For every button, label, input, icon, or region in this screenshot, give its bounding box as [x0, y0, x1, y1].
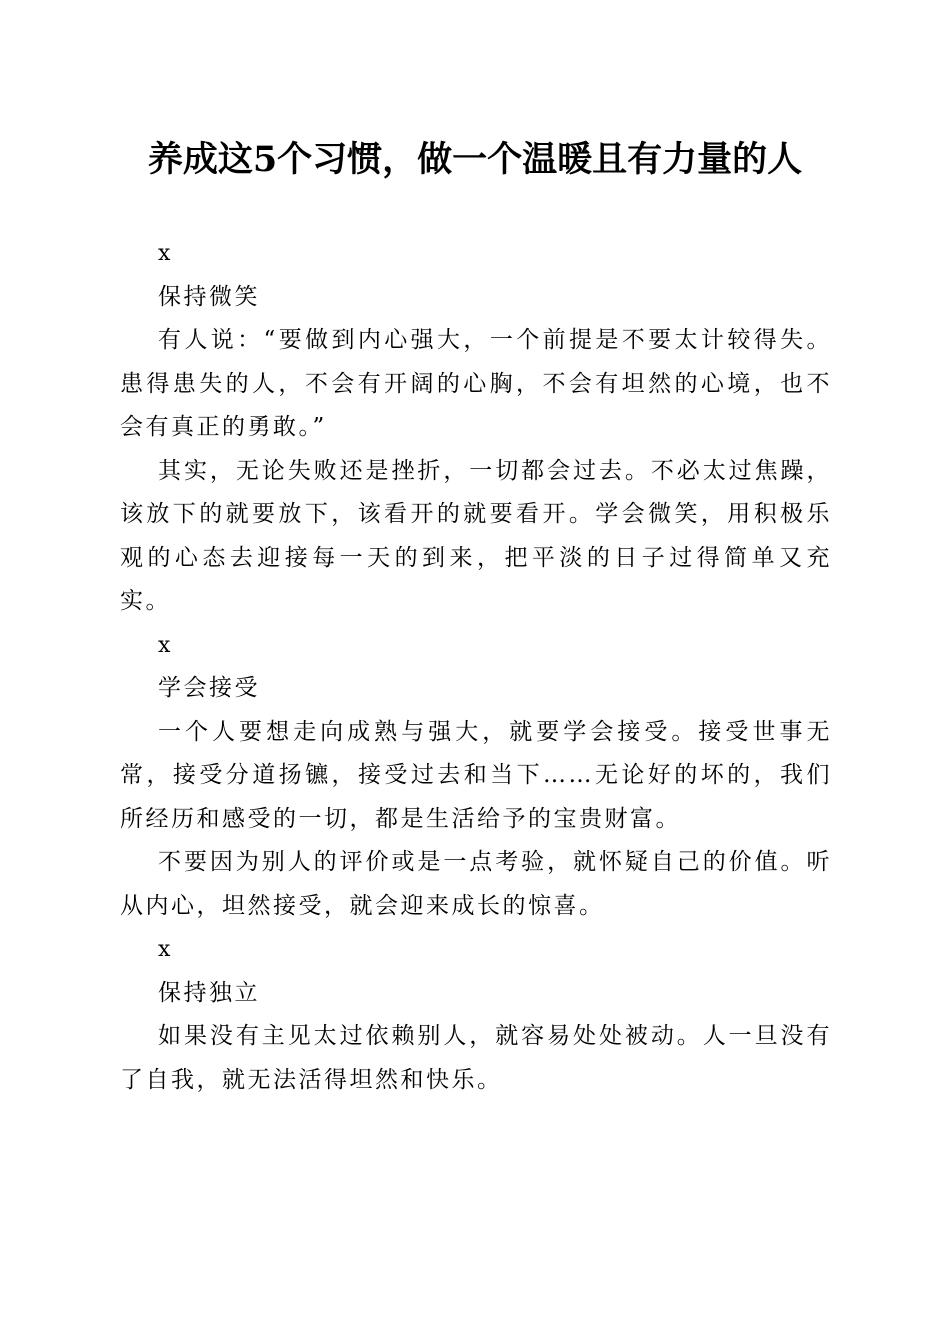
body-paragraph: 有人说：“要做到内心强大，一个前提是不要太计较得失。患得患失的人，不会有开阔的心胸，不会有坦然的心境，也不会有真正的勇敢。”: [120, 327, 832, 440]
document-title: 养成这5个习惯，做一个温暖且有力量的人: [147, 139, 803, 180]
body-paragraph: 不要因为别人的评价或是一点考验，就怀疑自己的价值。听从内心，坦然接受，就会迎来成长的惊喜。: [120, 849, 832, 919]
body-paragraph: 其实，无论失败还是挫折，一切都会过去。不必太过焦躁，该放下的就要放下，该看开的就要看开。学会微笑，用积极乐观的心态去迎接每一天的到来，把平淡的日子过得简单又充实。: [120, 457, 832, 614]
body-paragraph: 一个人要想走向成熟与强大，就要学会接受。接受世事无常，接受分道扬镳，接受过去和当下……无论好的坏的，我们所经历和感受的一切，都是生活给予的宝贵财富。: [120, 718, 832, 832]
document-body: [120, 232, 832, 1102]
section-marker: x: [158, 632, 171, 658]
body-paragraph: 如果没有主见太过依赖别人，就容易处处被动。人一旦没有了自我，就无法活得坦然和快乐。: [120, 1023, 832, 1093]
section-heading: 保持独立: [158, 979, 260, 1006]
section-marker: x: [158, 241, 171, 266]
section-heading: 保持微笑: [158, 283, 260, 310]
section-heading: 学会接受: [158, 675, 260, 701]
section-marker: x: [158, 937, 171, 962]
